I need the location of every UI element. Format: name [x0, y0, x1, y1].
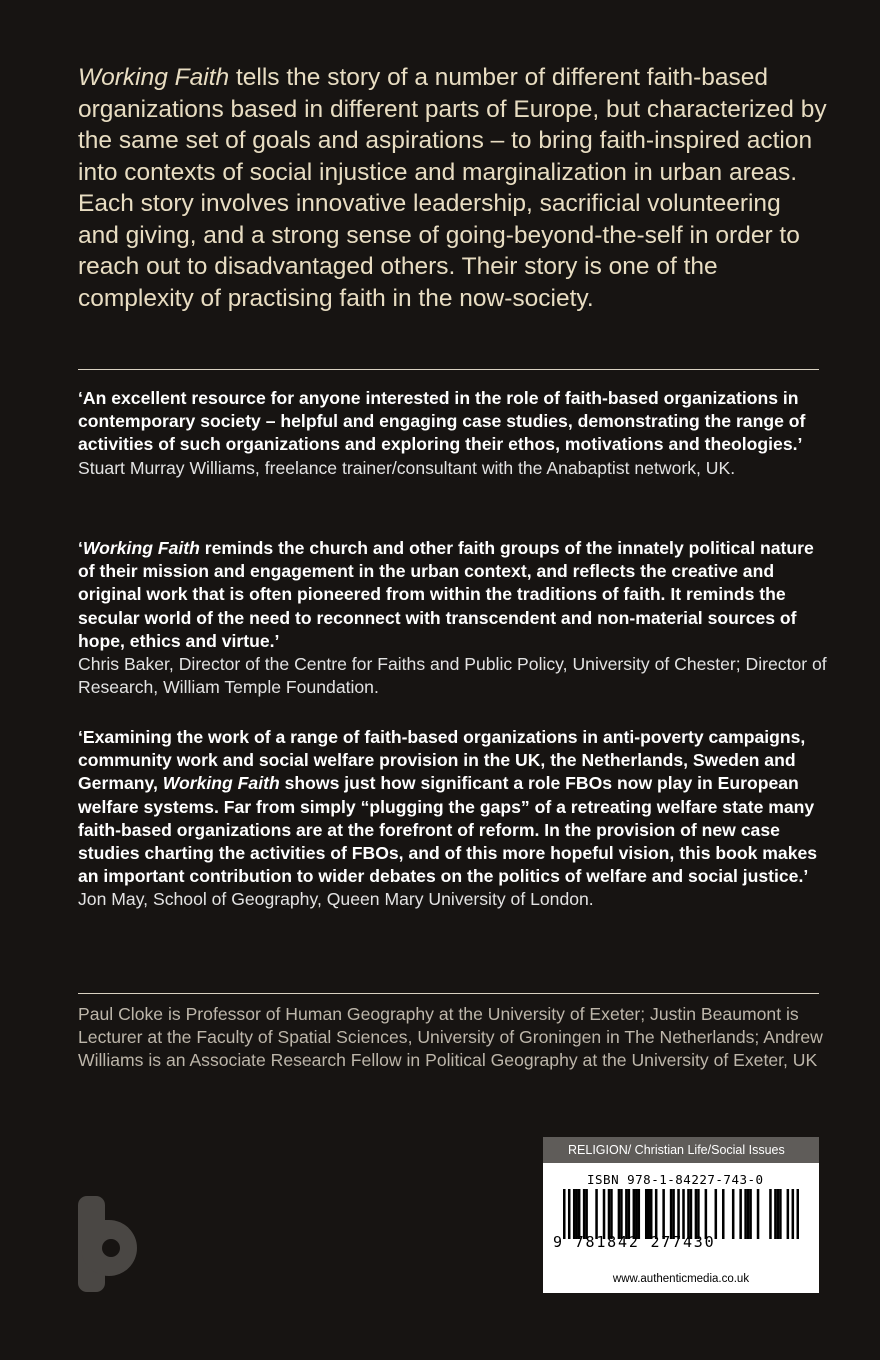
barcode-bar — [633, 1189, 636, 1239]
barcode-bar — [715, 1189, 718, 1239]
endorsement-2-attribution: Chris Baker, Director of the Centre for Faiths and Public Policy, University of Chester; Director of Research, William Temple Foundation. — [78, 654, 827, 698]
isbn-text: ISBN 978-1-84227-743-0 — [587, 1172, 764, 1187]
barcode-bar — [747, 1189, 750, 1239]
barcode-bar — [672, 1189, 675, 1239]
barcode-bar — [595, 1189, 598, 1239]
barcode-bar — [769, 1189, 772, 1239]
barcode-bar — [744, 1189, 747, 1239]
barcode-bar — [608, 1189, 611, 1239]
barcode-bar — [647, 1189, 650, 1239]
barcode-bar — [677, 1189, 680, 1239]
endorsement-3-attribution: Jon May, School of Geography, Queen Mary University of London. — [78, 889, 594, 910]
barcode-bar — [662, 1189, 665, 1239]
endorsement-3 — [78, 726, 828, 912]
barcode-bar — [563, 1189, 566, 1239]
endorsement-3-book-title: Working Faith — [162, 773, 280, 794]
blurb-book-title: Working Faith — [78, 64, 230, 91]
endorsement-2-book-title: Working Faith — [82, 538, 200, 558]
barcode-bar — [635, 1189, 638, 1239]
barcode-bar — [682, 1189, 685, 1239]
barcode-bar — [777, 1189, 780, 1239]
barcode-bars — [563, 1189, 799, 1239]
endorsement-1 — [78, 387, 828, 480]
barcode-bar — [792, 1189, 795, 1239]
divider-top — [78, 369, 819, 370]
endorsement-2-text: ‘Working Faith reminds the church and other faith groups of the innately political nature of their mission and engagement in the urban context, and reflects the creative and original work that is often pioneered from within the traditions of faith. It reminds the secular world of the need to reconnect with transcendent and non-material sources of hope, ethics and virtue.’ — [78, 538, 814, 651]
barcode-bar — [620, 1189, 623, 1239]
barcode-bar — [774, 1189, 777, 1239]
blurb-text: tells the story of a number of different faith-based organizations based in different parts of Europe, but characterized by the same set of goals and aspirations – to bring faith-inspired action into contexts of social injustice and marginalization in urban areas. Each story involves innovative leadership, sacrificial volunteering and giving, and a strong sense of going-beyond-the-self in order to reach out to disadvantaged others. Their story is one of the complexity of practising faith in the now-society. — [78, 64, 827, 312]
endorsement-2 — [78, 537, 828, 699]
barcode-label — [543, 1137, 819, 1293]
barcode-bar — [779, 1189, 782, 1239]
divider-bottom — [78, 993, 819, 994]
barcode-bar — [690, 1189, 693, 1239]
barcode-bar — [578, 1189, 581, 1239]
barcode-bar — [787, 1189, 790, 1239]
barcode-bar — [638, 1189, 641, 1239]
endorsement-1-attribution: Stuart Murray Williams, freelance trainer/consultant with the Anabaptist network, UK. — [78, 457, 736, 478]
barcode-bar — [705, 1189, 708, 1239]
barcode-bar — [655, 1189, 658, 1239]
barcode-bar — [650, 1189, 653, 1239]
barcode-bar — [625, 1189, 628, 1239]
barcode-bar — [645, 1189, 648, 1239]
barcode-bar — [603, 1189, 606, 1239]
barcode-bar — [695, 1189, 698, 1239]
barcode-bar — [722, 1189, 725, 1239]
barcode-bar — [670, 1189, 673, 1239]
barcode-bar — [628, 1189, 631, 1239]
barcode-bar — [583, 1189, 586, 1239]
barcode-number: 9 781842 277430 — [553, 1233, 716, 1251]
barcode-bar — [697, 1189, 700, 1239]
barcode-bar — [585, 1189, 588, 1239]
barcode-bar — [797, 1189, 799, 1239]
endorsement-3-text: ‘Examining the work of a range of faith-based organizations in anti-poverty campaigns, community work and social welfare provision in the UK, the Netherlands, Sweden and Germany, Working Faith shows just how significant a role FBOs now play in European welfare systems. Far from simply “plugging the gaps” of a retreating welfare state many faith-based organizations are at the forefront of reform. In the provision of new case studies charting the activities of FBOs, and of this more hopeful vision, this book makes an important contribution to wider debates on the politics of welfare and social justice.’ — [78, 727, 818, 887]
barcode-bar — [757, 1189, 760, 1239]
publisher-p-logo-icon — [78, 1196, 138, 1292]
barcode-bar — [732, 1189, 735, 1239]
barcode-bar — [739, 1189, 742, 1239]
barcode-bar — [749, 1189, 752, 1239]
category-label: RELIGION/ Christian Life/Social Issues — [543, 1137, 819, 1163]
barcode-bar — [573, 1189, 576, 1239]
barcode-bar — [610, 1189, 613, 1239]
endorsement-1-text: ‘An excellent resource for anyone interested in the role of faith-based organizations in contemporary society – helpful and engaging case studies, demonstrating the range of activities of such organizations and exploring their ethos, motivations and theologies.’ — [78, 388, 806, 455]
barcode-bar — [618, 1189, 621, 1239]
authors-bio: Paul Cloke is Professor of Human Geography at the University of Exeter; Justin Beaumont is Lecturer at the Faculty of Spatial Sciences, University of Groningen in The Netherlands; Andrew Williams is an Associate Research Fellow in Political Geography at the University of Exeter, UK — [78, 1004, 823, 1071]
publisher-url: www.authenticmedia.co.uk — [612, 1273, 750, 1285]
barcode-bar — [568, 1189, 571, 1239]
barcode-bar — [687, 1189, 690, 1239]
book-blurb — [78, 62, 828, 314]
barcode-bar — [575, 1189, 578, 1239]
